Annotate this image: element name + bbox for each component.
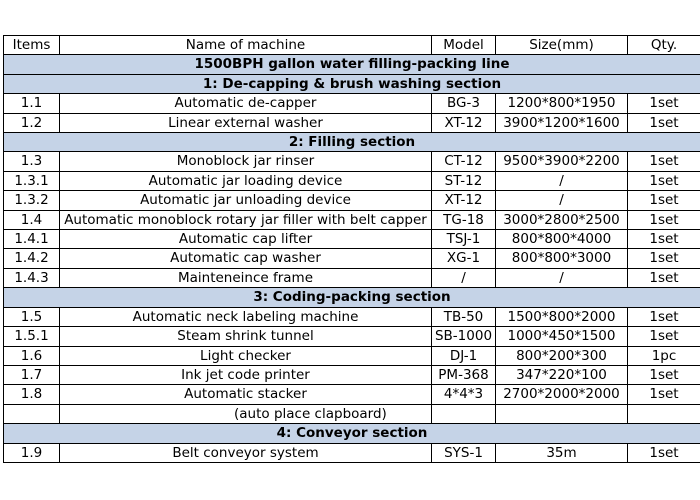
- table-row: [4, 113, 700, 132]
- cell-qty[interactable]: 1set: [628, 113, 700, 132]
- cell-size[interactable]: 35m: [496, 443, 628, 462]
- cell-qty[interactable]: 1set: [628, 210, 700, 229]
- cell-name[interactable]: Ink jet code printer: [60, 365, 432, 384]
- cell-size[interactable]: 800*200*300: [496, 346, 628, 365]
- equipment-table: [3, 35, 700, 463]
- cell-name[interactable]: (auto place clapboard): [60, 404, 432, 423]
- cell-qty[interactable]: 1set: [628, 307, 700, 326]
- cell-item[interactable]: 1.3.2: [4, 191, 60, 210]
- table-row: [4, 94, 700, 113]
- cell-item[interactable]: 1.1: [4, 94, 60, 113]
- cell-name[interactable]: Monoblock jar rinser: [60, 152, 432, 171]
- cell-name[interactable]: Automatic stacker: [60, 385, 432, 404]
- table-row: [4, 210, 700, 229]
- cell-qty[interactable]: 1set: [628, 94, 700, 113]
- table-row: [4, 171, 700, 190]
- table-row: [4, 249, 700, 268]
- cell-name[interactable]: Automatic cap washer: [60, 249, 432, 268]
- cell-size[interactable]: 800*800*4000: [496, 230, 628, 249]
- cell-item[interactable]: 1.2: [4, 113, 60, 132]
- header-qty[interactable]: Qty.: [628, 36, 700, 55]
- cell-model[interactable]: [432, 404, 496, 423]
- cell-item[interactable]: 1.5.1: [4, 327, 60, 346]
- cell-model[interactable]: CT-12: [432, 152, 496, 171]
- section-header-row: [4, 133, 700, 152]
- cell-model[interactable]: BG-3: [432, 94, 496, 113]
- cell-qty[interactable]: 1set: [628, 268, 700, 287]
- cell-size[interactable]: 1500*800*2000: [496, 307, 628, 326]
- cell-name[interactable]: Automatic cap lifter: [60, 230, 432, 249]
- equipment-table-body: [4, 36, 700, 463]
- cell-model[interactable]: ST-12: [432, 171, 496, 190]
- cell-model[interactable]: XT-12: [432, 113, 496, 132]
- cell-size[interactable]: 347*220*100: [496, 365, 628, 384]
- cell-model[interactable]: PM-368: [432, 365, 496, 384]
- cell-item[interactable]: [4, 404, 60, 423]
- cell-item[interactable]: 1.9: [4, 443, 60, 462]
- section-title[interactable]: 3: Coding-packing section: [4, 288, 700, 307]
- cell-size[interactable]: 3900*1200*1600: [496, 113, 628, 132]
- cell-qty[interactable]: 1set: [628, 171, 700, 190]
- table-row: [4, 152, 700, 171]
- cell-model[interactable]: DJ-1: [432, 346, 496, 365]
- section-title[interactable]: 1: De-capping & brush washing section: [4, 74, 700, 93]
- cell-model[interactable]: SB-1000: [432, 327, 496, 346]
- cell-item[interactable]: 1.7: [4, 365, 60, 384]
- section-title[interactable]: 2: Filling section: [4, 133, 700, 152]
- cell-qty[interactable]: [628, 404, 700, 423]
- cell-size[interactable]: 9500*3900*2200: [496, 152, 628, 171]
- section-header-row: [4, 74, 700, 93]
- table-row: [4, 365, 700, 384]
- cell-size[interactable]: 800*800*3000: [496, 249, 628, 268]
- cell-size[interactable]: 1000*450*1500: [496, 327, 628, 346]
- table-row: [4, 443, 700, 462]
- cell-qty[interactable]: 1set: [628, 191, 700, 210]
- cell-size[interactable]: /: [496, 191, 628, 210]
- cell-name[interactable]: Automatic jar loading device: [60, 171, 432, 190]
- table-row: [4, 307, 700, 326]
- equipment-list-sheet: [3, 35, 700, 463]
- cell-name[interactable]: Linear external washer: [60, 113, 432, 132]
- cell-name[interactable]: Automatic monoblock rotary jar filler with belt capper: [60, 210, 432, 229]
- header-name[interactable]: Name of machine: [60, 36, 432, 55]
- cell-item[interactable]: 1.6: [4, 346, 60, 365]
- cell-size[interactable]: 2700*2000*2000: [496, 385, 628, 404]
- section-header-row: [4, 424, 700, 443]
- table-row: [4, 230, 700, 249]
- cell-model[interactable]: SYS-1: [432, 443, 496, 462]
- cell-model[interactable]: TG-18: [432, 210, 496, 229]
- cell-name[interactable]: Mainteneince frame: [60, 268, 432, 287]
- sheet-title[interactable]: 1500BPH gallon water filling-packing line: [4, 55, 700, 74]
- cell-model[interactable]: TB-50: [432, 307, 496, 326]
- header-items[interactable]: Items: [4, 36, 60, 55]
- table-row: [4, 268, 700, 287]
- cell-size[interactable]: /: [496, 268, 628, 287]
- table-row: [4, 327, 700, 346]
- cell-qty[interactable]: 1set: [628, 249, 700, 268]
- cell-item[interactable]: 1.5: [4, 307, 60, 326]
- cell-item[interactable]: 1.4.3: [4, 268, 60, 287]
- cell-item[interactable]: 1.3.1: [4, 171, 60, 190]
- title-row: [4, 55, 700, 74]
- section-title[interactable]: 4: Conveyor section: [4, 424, 700, 443]
- cell-qty[interactable]: 1set: [628, 365, 700, 384]
- cell-item[interactable]: 1.3: [4, 152, 60, 171]
- cell-model[interactable]: /: [432, 268, 496, 287]
- cell-item[interactable]: 1.4.2: [4, 249, 60, 268]
- cell-item[interactable]: 1.4.1: [4, 230, 60, 249]
- cell-qty[interactable]: 1set: [628, 385, 700, 404]
- cell-size[interactable]: [496, 404, 628, 423]
- cell-name[interactable]: Automatic neck labeling machine: [60, 307, 432, 326]
- header-row: [4, 36, 700, 55]
- table-row: [4, 191, 700, 210]
- cell-model[interactable]: XG-1: [432, 249, 496, 268]
- cell-qty[interactable]: 1set: [628, 443, 700, 462]
- table-row: [4, 346, 700, 365]
- cell-size[interactable]: /: [496, 171, 628, 190]
- cell-name[interactable]: Automatic jar unloading device: [60, 191, 432, 210]
- cell-model[interactable]: 4*4*3: [432, 385, 496, 404]
- cell-name[interactable]: Light checker: [60, 346, 432, 365]
- cell-model[interactable]: XT-12: [432, 191, 496, 210]
- header-size[interactable]: Size(mm): [496, 36, 628, 55]
- cell-qty[interactable]: 1set: [628, 152, 700, 171]
- cell-size[interactable]: 1200*800*1950: [496, 94, 628, 113]
- cell-item[interactable]: 1.4: [4, 210, 60, 229]
- cell-name[interactable]: Belt conveyor system: [60, 443, 432, 462]
- cell-qty[interactable]: 1set: [628, 230, 700, 249]
- cell-item[interactable]: 1.8: [4, 385, 60, 404]
- cell-qty[interactable]: 1pc: [628, 346, 700, 365]
- cell-name[interactable]: Steam shrink tunnel: [60, 327, 432, 346]
- cell-size[interactable]: 3000*2800*2500: [496, 210, 628, 229]
- table-row: [4, 385, 700, 404]
- section-header-row: [4, 288, 700, 307]
- header-model[interactable]: Model: [432, 36, 496, 55]
- cell-name[interactable]: Automatic de-capper: [60, 94, 432, 113]
- table-row: [4, 404, 700, 423]
- cell-model[interactable]: TSJ-1: [432, 230, 496, 249]
- cell-qty[interactable]: 1set: [628, 327, 700, 346]
